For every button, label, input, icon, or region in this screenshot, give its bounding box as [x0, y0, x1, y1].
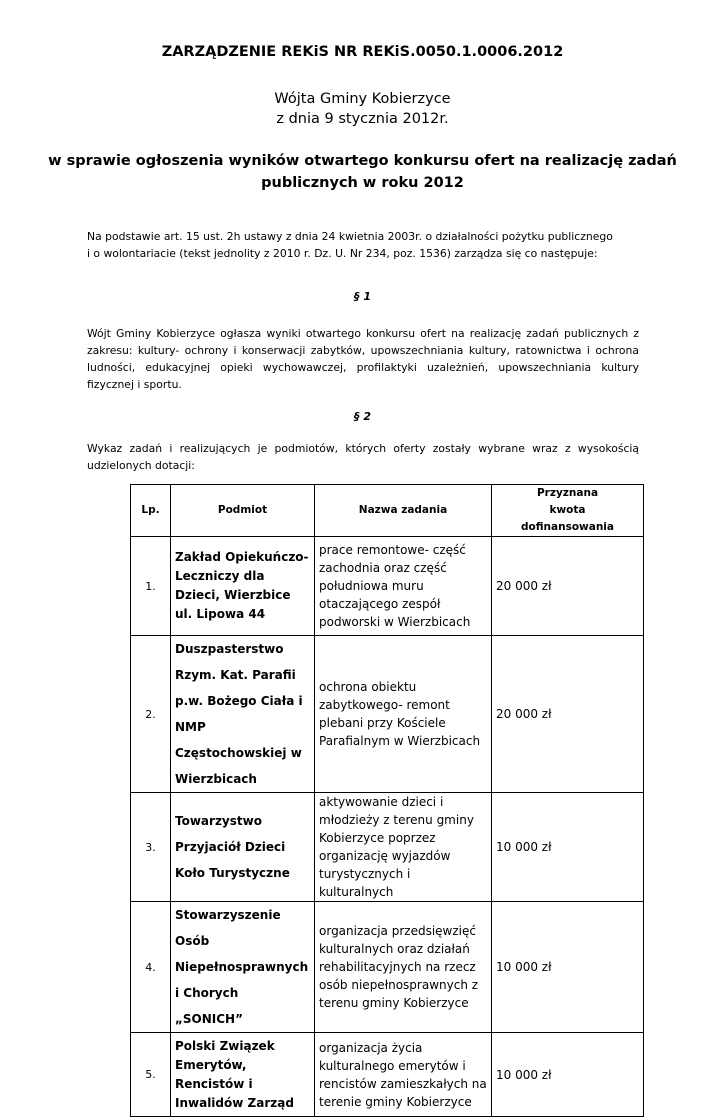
date-line: z dnia 9 stycznia 2012r.: [276, 111, 449, 127]
header-nazwa: Nazwa zadania: [315, 485, 492, 537]
row-kwota: 10 000 zł: [492, 793, 644, 902]
row-nazwa: prace remontowe- część zachodnia oraz część południowa muru otaczającego zespół podworski w Wierzbicach: [315, 537, 492, 636]
row-podmiot: Polski Związek Emerytów, Rencistów i Inwalidów Zarząd: [171, 1033, 315, 1117]
subject-line-1: w sprawie ogłoszenia wyników otwartego konkursu ofert na realizację zadań: [48, 153, 677, 169]
row-lp: 3.: [131, 793, 171, 902]
table-row: [131, 902, 644, 1033]
table-row: [131, 793, 644, 902]
row-podmiot: Duszpasterstwo Rzym. Kat. Parafii p.w. Bożego Ciała i NMP Częstochowskiej w Wierzbicach: [171, 636, 315, 793]
preamble-line-1: Na podstawie art. 15 ust. 2h ustawy z dnia 24 kwietnia 2003r. o działalności pożytku publicznego: [87, 230, 613, 243]
row-podmiot: Towarzystwo Przyjaciół Dzieci Koło Turystyczne: [171, 793, 315, 902]
row-kwota: 20 000 zł: [492, 537, 644, 636]
header-kwota: [492, 485, 644, 537]
preamble: [87, 228, 639, 262]
document-title: ZARZĄDZENIE REKiS NR REKiS.0050.1.0006.2012: [161, 44, 564, 60]
subject-line-2: publicznych w roku 2012: [261, 175, 464, 191]
row-kwota: 20 000 zł: [492, 636, 644, 793]
section-1-text: Wójt Gminy Kobierzyce ogłasza wyniki otwartego konkursu ofert na realizację zadań publicznych z zakresu: kultury- ochrony i konserwacji zabytków, upowszechniania kultury, ratownictwa i ochrona ludności, edukacyjnej opieki wychowawczej, profilaktyki uzależnień, upowszechniania kultury fizycznej i sportu.: [87, 327, 639, 391]
row-nazwa: ochrona obiektu zabytkowego- remont plebani przy Kościele Parafialnym w Wierzbicach: [315, 636, 492, 793]
row-lp: 4.: [131, 902, 171, 1033]
row-podmiot: Stowarzyszenie Osób Niepełnosprawnych i Chorych „SONICH”: [171, 902, 315, 1033]
grants-table: [130, 484, 644, 1117]
preamble-line-2: i o wolontariacie (tekst jednolity z 2010 r. Dz. U. Nr 234, poz. 1536) zarządza się co następuje:: [87, 247, 598, 260]
section-2-text: Wykaz zadań i realizujących je podmiotów, których oferty zostały wybrane wraz z wysokością udzielonych dotacji:: [87, 442, 639, 472]
subject-heading: [0, 150, 725, 194]
header-kwota-line-2: kwota: [549, 504, 586, 516]
row-podmiot: Zakład Opiekuńczo-Leczniczy dla Dzieci, Wierzbice ul. Lipowa 44: [171, 537, 315, 636]
row-nazwa: organizacja przedsięwzięć kulturalnych oraz działań rehabilitacyjnych na rzecz osób niepełnosprawnych z terenu gminy Kobierzyce: [315, 902, 492, 1033]
row-nazwa: organizacja życia kulturalnego emerytów i rencistów zamieszkałych na terenie gminy Kobierzyce: [315, 1033, 492, 1117]
section-2-mark: § 2: [354, 410, 371, 423]
header-kwota-line-1: Przyznana: [536, 487, 599, 499]
section-1-mark: § 1: [354, 290, 371, 303]
table-row: [131, 537, 644, 636]
row-nazwa: aktywowanie dzieci i młodzieży z terenu gminy Kobierzyce poprzez organizację wyjazdów turystycznych i kulturalnych: [315, 793, 492, 902]
table-header-row: [131, 485, 644, 537]
table-row: [131, 636, 644, 793]
header-podmiot: Podmiot: [171, 485, 315, 537]
row-kwota: 10 000 zł: [492, 902, 644, 1033]
row-kwota: 10 000 zł: [492, 1033, 644, 1117]
row-lp: 5.: [131, 1033, 171, 1117]
row-lp: 1.: [131, 537, 171, 636]
row-lp: 2.: [131, 636, 171, 793]
issuer-line: Wójta Gminy Kobierzyce: [274, 91, 451, 107]
table-row: [131, 1033, 644, 1117]
header-kwota-line-3: dofinansowania: [521, 521, 614, 533]
header-lp: Lp.: [131, 485, 171, 537]
